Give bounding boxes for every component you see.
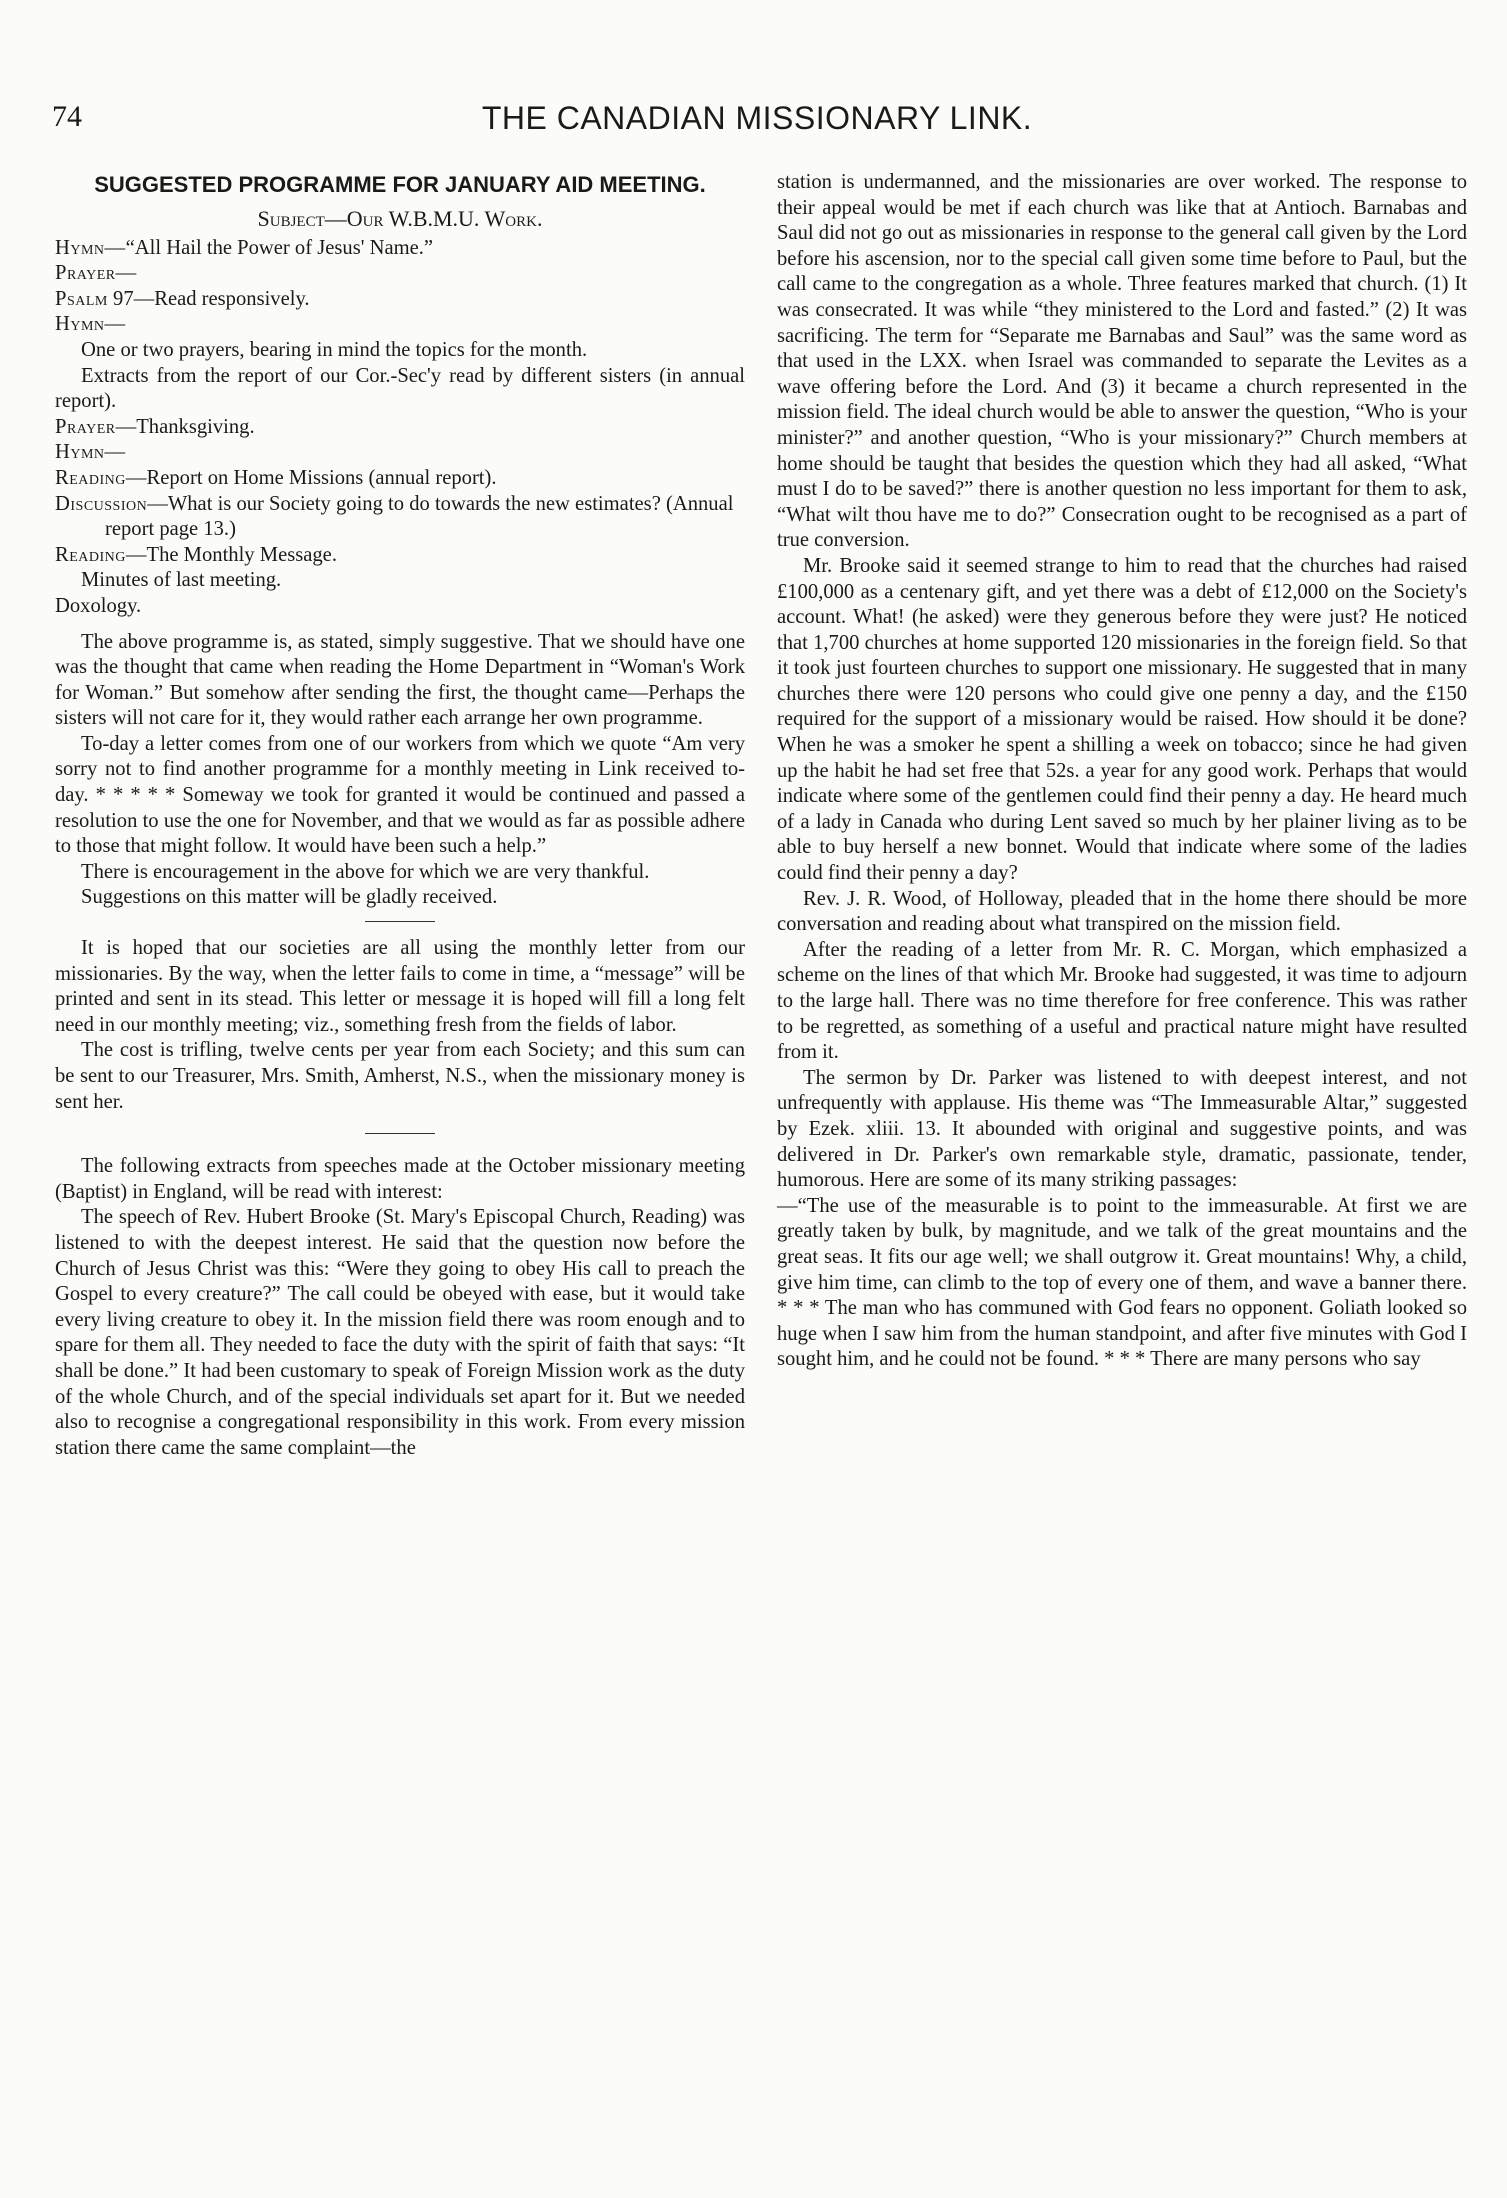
program-text: —Thanksgiving. xyxy=(115,415,255,438)
article-heading: SUGGESTED PROGRAMME FOR JANUARY AID MEETING. xyxy=(94,172,706,197)
paragraph: Extracts from the report of our Cor.-Sec'y read by different sisters (in annual report). xyxy=(55,364,745,413)
paragraph: The above programme is, as stated, simply suggestive. That we should have one was the thought that came when reading the Home Department in “Woman's Work for Woman.” But somehow after sending the first, the thought came—Perhaps the sisters will not care for it, they would rather each arrange her own programme. xyxy=(55,630,745,730)
program-text: —The Monthly Message. xyxy=(125,543,337,566)
program-item xyxy=(55,261,745,287)
paragraph: The following extracts from speeches made at the October missionary meeting (Baptist) in England, will be read with interest: xyxy=(55,1155,745,1203)
section-divider xyxy=(365,921,435,922)
paragraph: It is hoped that our societies are all using the monthly letter from our missionaries. By the way, when the letter fails to come in time, a “message” will be printed and sent in its stead. This letter or message it is hoped will fill a long felt need in our monthly meeting; viz., something fresh from the fields of labor. xyxy=(55,937,745,1036)
paragraph: Suggestions on this matter will be gladly received. xyxy=(81,886,498,909)
article-subject: Subject—Our W.B.M.U. Work. xyxy=(257,206,543,231)
paragraph: The sermon by Dr. Parker was listened to with deepest interest, and not unfrequently with applause. His theme was “The Immeasurable Altar,” suggested by Ezek. xliii. 13. It abounded with original and suggestive points, and was delivered in Dr. Parker's own remarkable style, dramatic, passionate, tender, humorous. Here are some of its many striking passages: xyxy=(777,1066,1467,1192)
paragraph: Mr. Brooke said it seemed strange to him to read that the churches had raised £100,000 as a centenary gift, and yet there was a debt of £12,000 on the Society's account. What! (he asked) were they generous before they were just? He noticed that 1,700 churches at home supported 120 missionaries in the foreign field. So that it took just fourteen churches to support one missionary. He suggested that in many churches there were 120 persons who could give one penny a day, and the £150 required for the support of a missionary would be raised. How should it be done? When he was a smoker he spent a shilling a week on tobacco; since he had given up the habit he had set free that 52s. a year for any good work. Perhaps that would indicate where some of the gentlemen could find their penny a day. He heard much of a lady in Canada who during Lent saved so much by her plainer living as to be able to buy herself a new bonnet. Would that indicate where some of the ladies could find their penny a day? xyxy=(777,554,1467,885)
program-label: Hymn— xyxy=(55,441,126,464)
program-text: “All Hail the Power of Jesus' Name.” xyxy=(125,236,434,259)
paragraph: After the reading of a letter from Mr. R. C. Morgan, which emphasized a scheme on the lines of that which Mr. Brooke had suggested, it was time to adjourn to the large hall. There was no time therefore for free conference. This was rather to be regretted, as something of a useful and practical nature might have resulted from it. xyxy=(777,938,1467,1064)
program-item xyxy=(55,492,745,543)
program-item xyxy=(55,312,745,338)
program-item xyxy=(55,466,745,492)
page-number: 74 xyxy=(52,100,82,133)
running-title: THE CANADIAN MISSIONARY LINK. xyxy=(481,100,1033,136)
program-label: Prayer— xyxy=(55,262,137,285)
program-item xyxy=(55,543,745,569)
program-label: Discussion xyxy=(55,492,148,515)
minutes-line: Minutes of last meeting. xyxy=(81,569,282,592)
paragraph: There is encouragement in the above for which we are very thankful. xyxy=(81,860,650,883)
program-text: —What is our Society going to do towards the new estimates? (Annual report page 13.) xyxy=(105,492,734,541)
program-item xyxy=(55,440,745,466)
program-text: 97—Read responsively. xyxy=(113,287,310,310)
program-label: Hymn— xyxy=(55,313,126,336)
program-label: Hymn— xyxy=(55,236,126,259)
program-label: Reading xyxy=(55,466,126,489)
left-column xyxy=(55,170,745,1461)
program-item xyxy=(55,236,745,262)
page-header xyxy=(52,100,1462,150)
paragraph: One or two prayers, bearing in mind the topics for the month. xyxy=(81,338,588,361)
program-text: —Report on Home Missions (annual report). xyxy=(125,466,497,489)
section-divider xyxy=(365,1133,435,1134)
program-label: Prayer xyxy=(55,415,116,438)
right-column xyxy=(777,170,1467,1373)
program-item xyxy=(55,415,745,441)
paragraph: Rev. J. R. Wood, of Holloway, pleaded that in the home there should be more conversation and reading about what transpired on the mission field. xyxy=(777,887,1467,936)
paragraph: station is undermanned, and the missionaries are over worked. The response to their appeal would be met if each church was like that at Antioch. Barnabas and Saul did not go out as missionaries in response to the general call given by the Lord before his ascension, nor to the special call given some time before to Paul, but the call came to the congregation as a whole. Three features marked that church. (1) It was consecrated. It was while “they ministered to the Lord and fasted.” (2) It was sacrificing. The term for “Separate me Barnabas and Saul” was the same word as that used in the LXX. when Israel was commanded to separate the Levites as a wave offering before the Lord. And (3) it became a church represented in the mission field. The ideal church would be able to answer the question, “Who is your minister?” and another question, “Who is your missionary?” Church members at home should be taught that besides the question which they had all asked, “What must I do to be saved?” there is another question no less important for them to ask, “What wilt thou have me to do?” Consecration ought to be recognised as a part of true conversion. xyxy=(777,171,1467,552)
paragraph: The cost is trifling, twelve cents per year from each Society; and this sum can be sent to our Treasurer, Mrs. Smith, Amherst, N.S., when the missionary money is sent her. xyxy=(55,1039,745,1113)
doxology-line: Doxology. xyxy=(55,594,142,617)
paragraph: —“The use of the measurable is to point to the immeasurable. At first we are greatly taken by bulk, by magnitude, and we talk of the great mountains and the great seas. It fits our age well; we shall outgrow it. Great mountains! Why, a child, give him time, can climb to the top of every one of them, and wave a banner there. * * * The man who has communed with God fears no opponent. Goliath looked so huge when I saw him from the human standpoint, and after five minutes with God I sought him, and he could not be found. * * * There are many persons who say xyxy=(777,1194,1467,1371)
paragraph: To-day a letter comes from one of our workers from which we quote “Am very sorry not to find another programme for a monthly meeting in Link received to-day. * * * * * Someway we took for granted it would be continued and passed a resolution to use the one for November, and that we would as far as possible adhere to those that might follow. It would have been such a help.” xyxy=(55,732,745,858)
program-item xyxy=(55,287,745,313)
program-label: Reading xyxy=(55,543,126,566)
paragraph: The speech of Rev. Hubert Brooke (St. Mary's Episcopal Church, Reading) was listened to with the deepest interest. He said that the question now before the Church of Jesus Christ was this: “Were they going to obey His call to preach the Gospel to every creature?” The call could be obeyed with ease, but it would take every living creature to obey it. In the mission field there was room enough and to spare for them all. They needed to face the duty with the spirit of faith that says: “It shall be done.” It had been customary to speak of Foreign Mission work as the duty of the whole Church, and of the special individuals set apart for it. But we needed also to recognise a congregational responsibility in this work. From every mission station there came the same complaint—the xyxy=(55,1206,745,1459)
program-label: Psalm xyxy=(55,287,108,310)
